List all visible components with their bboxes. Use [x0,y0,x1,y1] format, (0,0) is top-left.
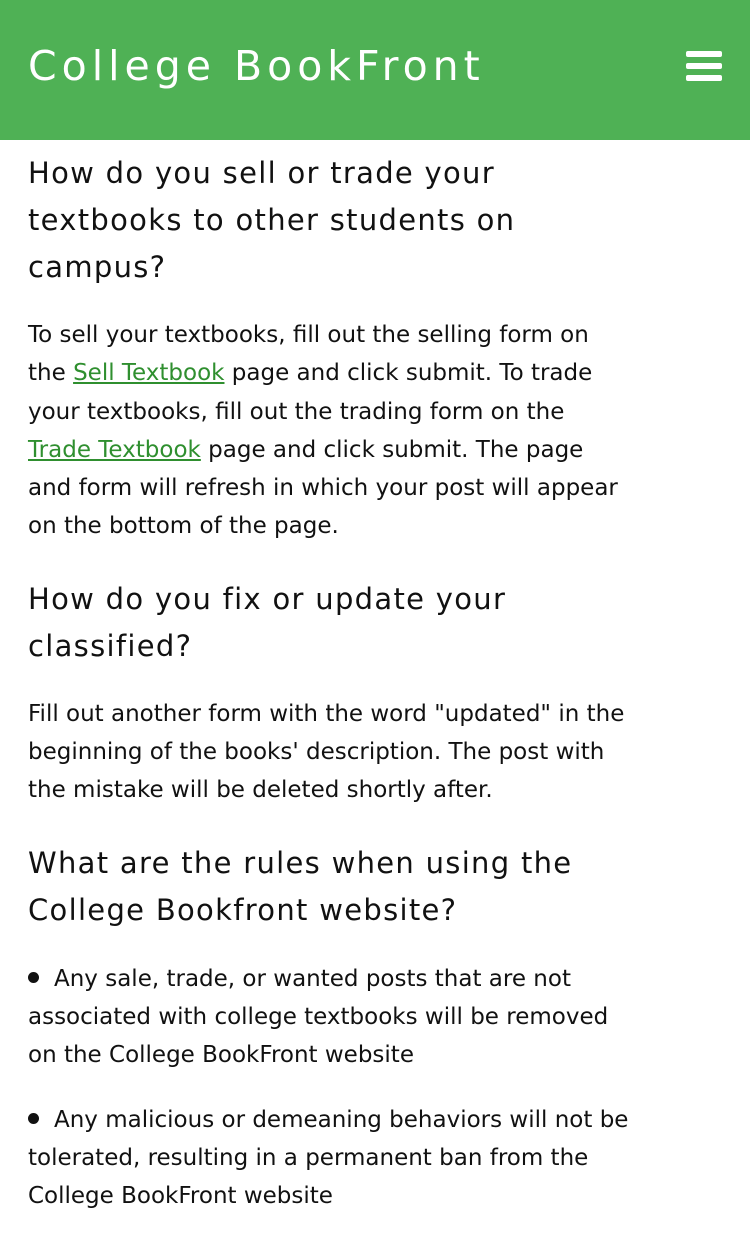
bullet-icon [28,972,39,983]
faq-content [28,150,632,1241]
menu-bar [686,63,722,69]
faq-question-sell-trade: How do you sell or trade your textbooks to other students on campus? [28,156,516,284]
site-brand[interactable]: College BookFront [28,42,485,90]
rules-list [28,960,632,1216]
answer-text: page and click submit. To trade your textbooks, fill out the trading form on the [28,360,593,425]
menu-bar [686,75,722,81]
answer-text: To sell your textbooks, fill out the selling form on the [28,322,589,387]
menu-bar [686,51,722,57]
list-item [28,960,632,1075]
faq-answer-sell-trade [28,316,632,546]
faq-question-rules: What are the rules when using the College Bookfront website? [28,845,573,927]
site-header [0,0,750,140]
list-item [28,1101,632,1216]
trade-textbook-link[interactable]: Trade Textbook [28,436,201,463]
hamburger-menu-icon[interactable] [686,51,722,81]
sell-textbook-link[interactable]: Sell Textbook [73,360,225,387]
bullet-icon [28,1113,39,1124]
faq-question-update: How do you fix or update your classified? [28,581,507,663]
answer-text: page and click submit. The page and form will refresh in which your post will appear on the bottom of the page. [28,436,618,540]
rule-text: Any sale, trade, or wanted posts that are not associated with college textbooks will be removed on the College BookFront website [28,965,609,1069]
rule-text: Any malicious or demeaning behaviors will not be tolerated, resulting in a permanent ban from the College BookFront website [28,1106,629,1210]
faq-answer-update: Fill out another form with the word "updated" in the beginning of the books' description. The post with the mistake will be deleted shortly after. [28,700,625,804]
